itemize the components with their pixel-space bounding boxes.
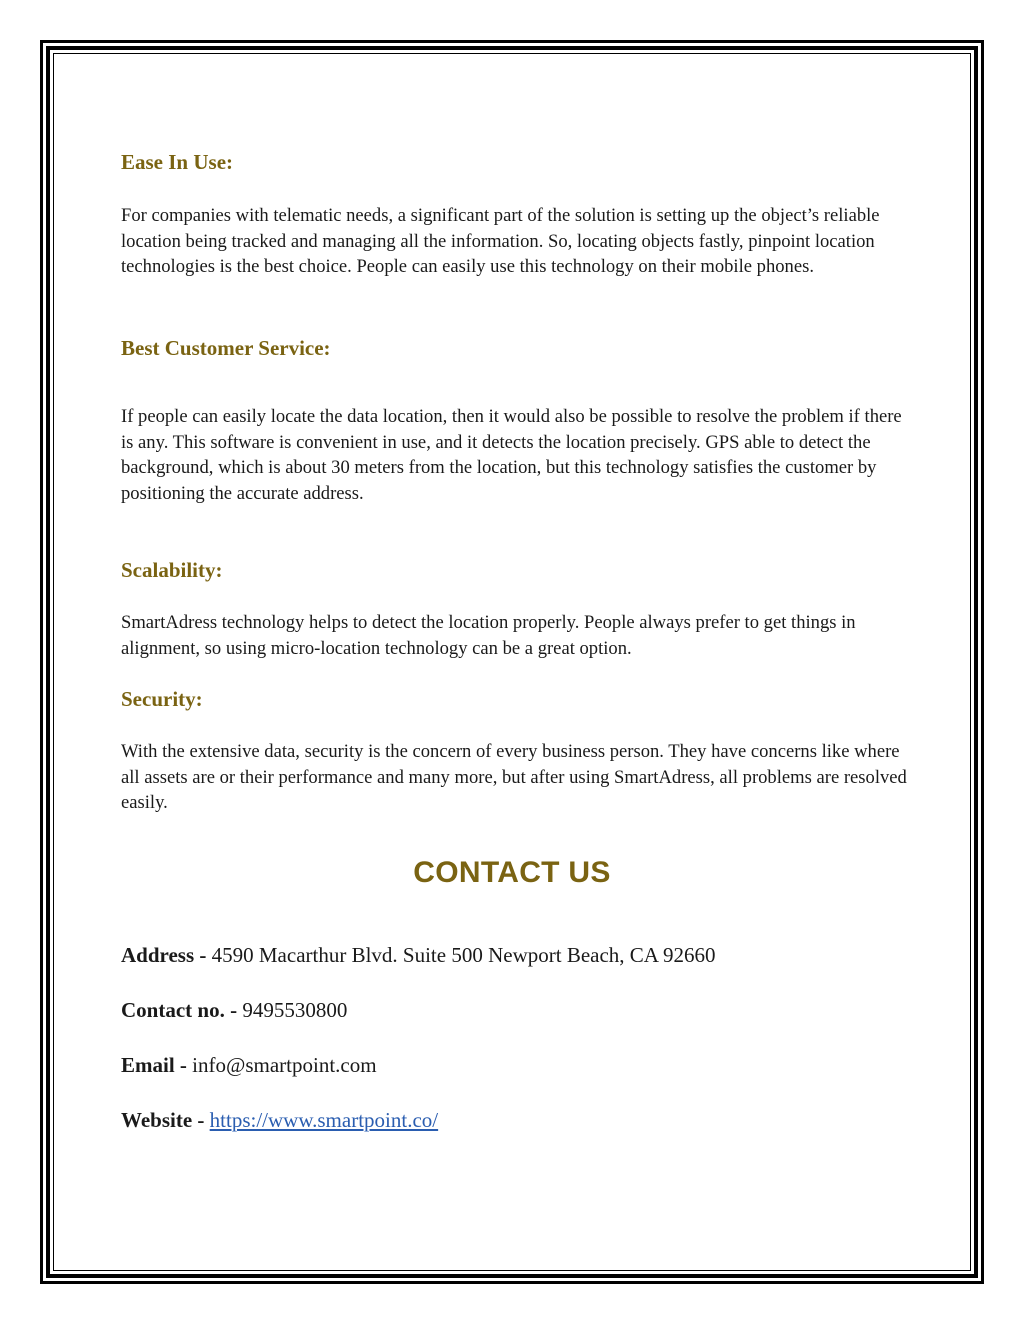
website-link[interactable]: https://www.smartpoint.co/ (209, 1108, 439, 1132)
section-body-best-customer-service: If people can easily locate the data location, then it would also be possible to resolve the problem if there is any. This software is convenient in use, and it detects the location precisely. GPS able to detect the background, which is about 30 meters from the location, but this technology satisfies the customer by positioning the accurate address. (121, 406, 902, 504)
section-body-security: With the extensive data, security is the concern of every business person. They have concerns like where all assets are or their performance and many more, but after using SmartAdress, all problems are resolved easily. (121, 741, 907, 813)
address-value: 4590 Macarthur Blvd. Suite 500 Newport Beach, CA 92660 (211, 943, 716, 967)
website-label: Website - (121, 1108, 210, 1132)
section-heading-best-customer-service: Best Customer Service: (121, 336, 331, 360)
section-body-ease-in-use: For companies with telematic needs, a significant part of the solution is setting up the object’s reliable location being tracked and managing all the information. So, locating objects fastly, pinpoint location technologies is the best choice. People can easily use this technology on their mobile phones. (121, 205, 880, 277)
contact-address (121, 943, 716, 968)
email-value: info@smartpoint.com (192, 1053, 377, 1077)
contact-website (121, 1108, 438, 1133)
contact-phone (121, 998, 347, 1023)
section-heading-ease-in-use: Ease In Use: (121, 150, 234, 174)
phone-label: Contact no. - (121, 998, 243, 1022)
address-label: Address - (121, 943, 212, 967)
contact-email (121, 1053, 377, 1078)
phone-value: 9495530800 (242, 998, 348, 1022)
section-body-scalability: SmartAdress technology helps to detect the location properly. People always prefer to get things in alignment, so using micro-location technology can be a great option. (121, 612, 856, 659)
section-heading-security: Security: (121, 687, 203, 711)
email-label: Email - (121, 1053, 193, 1077)
section-heading-scalability: Scalability: (121, 558, 223, 582)
contact-title: CONTACT US (413, 856, 611, 889)
